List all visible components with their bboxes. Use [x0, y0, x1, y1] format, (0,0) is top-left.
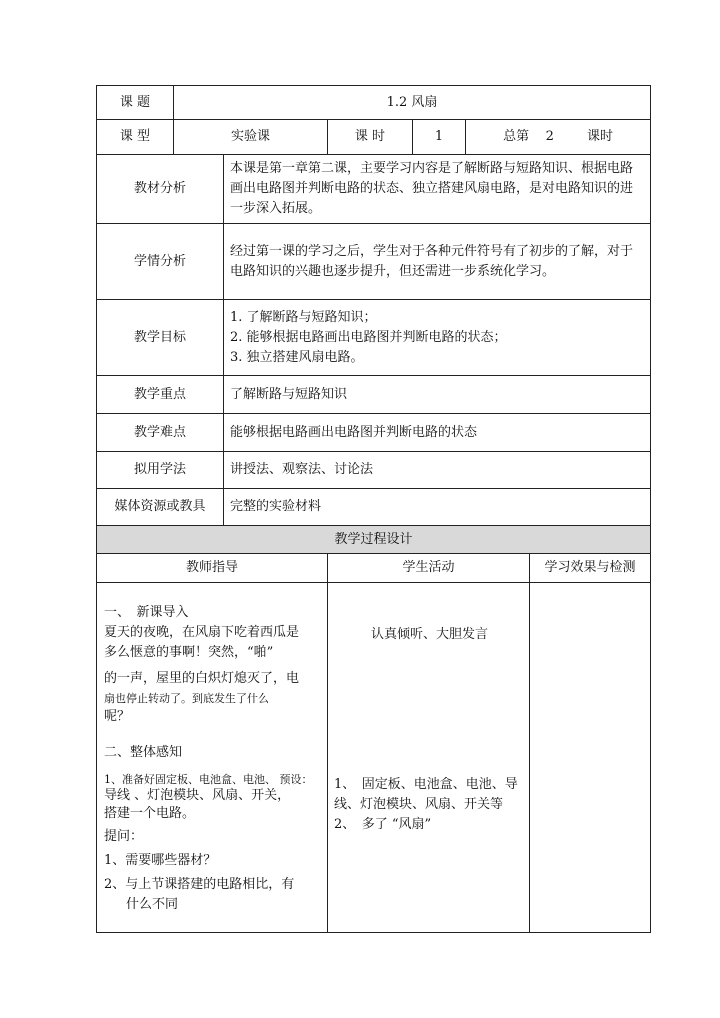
goal-item: 3. 独立搭建风扇电路。 [230, 349, 364, 365]
intro-line: 多么惬意的事啊！突然，“啪” [104, 645, 274, 660]
title-label: 课 题 [97, 86, 174, 120]
key-point-label: 教学重点 [97, 376, 224, 414]
goal-item: 2. 能够根据电路画出电路图并判断电路的状态； [230, 329, 507, 345]
key-point-text: 了解断路与短路知识 [224, 376, 651, 414]
material-analysis-label: 教材分析 [97, 155, 224, 224]
row-process-columns [97, 554, 651, 583]
intro-line: 的一声，屋里的白炽灯熄灭了，电 [104, 671, 300, 686]
intro-line: 扇也停止转动了。到底发生了什么 [104, 692, 269, 705]
student-activity-line: 1、 固定板、电池盒、电池、导 [334, 777, 518, 792]
overview-line: 搭建一个电路。 [104, 806, 196, 821]
question-item: 1、需要哪些器材？ [104, 853, 217, 868]
section-overview-title: 二、整体感知 [104, 745, 183, 760]
difficulty-text: 能够根据电路画出电路图并判断电路的状态 [224, 414, 651, 452]
row-process-header [97, 526, 651, 554]
intro-line: 夏天的夜晚，在风扇下吃着西瓜是 [104, 625, 300, 640]
hours-value: 1 [413, 120, 466, 155]
type-value: 实验课 [174, 120, 328, 155]
row-student-analysis [97, 224, 651, 300]
row-process-body [97, 583, 651, 933]
total-suffix: 课时 [586, 129, 613, 144]
total-prefix: 总第 [503, 129, 530, 144]
media-text: 完整的实验材料 [224, 489, 651, 526]
row-key-point [97, 376, 651, 414]
total-hours [466, 120, 651, 155]
student-activity-line: 线、灯泡模块、风扇、开关等 [334, 797, 504, 812]
row-material-analysis [97, 155, 651, 224]
row-title [97, 86, 651, 120]
student-activity [328, 583, 530, 933]
material-analysis-text: 本课是第一章第二课，主要学习内容是了解断路与短路知识、根据电路画出电路图并判断电路的状态、独立搭建风扇电路，是对电路知识的进一步深入拓展。 [224, 155, 651, 224]
lesson-plan-sheet [96, 85, 650, 933]
ask-label: 提问： [104, 829, 144, 844]
student-analysis-text: 经过第一课的学习之后，学生对于各种元件符号有了初步的了解，对于电路知识的兴趣也逐步提升，但还需进一步系统化学习。 [224, 224, 651, 300]
method-text: 讲授法、观察法、讨论法 [224, 452, 651, 489]
col-teacher: 教师指导 [97, 554, 328, 583]
row-goals [97, 300, 651, 376]
row-media [97, 489, 651, 526]
difficulty-label: 教学难点 [97, 414, 224, 452]
hours-label: 课 时 [328, 120, 413, 155]
intro-line: 呢？ [104, 709, 131, 724]
lesson-plan-table [96, 85, 651, 933]
question-item-cont: 什么不同 [126, 897, 179, 912]
row-type [97, 120, 651, 155]
learning-effect [530, 583, 651, 933]
process-header: 教学过程设计 [97, 526, 651, 554]
goals-list [224, 300, 651, 376]
method-label: 拟用学法 [97, 452, 224, 489]
overview-line: 1、准备好固定板、电池盒、电池、 预设： [104, 773, 313, 786]
col-effect: 学习效果与检测 [530, 554, 651, 583]
row-difficulty [97, 414, 651, 452]
question-item: 2、与上节课搭建的电路相比，有 [104, 877, 295, 892]
title-value: 1.2 风扇 [174, 86, 651, 120]
col-student: 学生活动 [328, 554, 530, 583]
student-activity-line: 2、 多了 “风扇” [334, 817, 432, 832]
goal-item: 1. 了解断路与短路知识； [230, 309, 377, 325]
media-label: 媒体资源或教具 [97, 489, 224, 526]
row-method [97, 452, 651, 489]
type-label: 课 型 [97, 120, 174, 155]
student-activity-1: 认真倾听、大胆发言 [370, 627, 488, 642]
section-intro-title: 一、 新课导入 [104, 605, 189, 620]
teacher-guidance [97, 583, 328, 933]
total-value: 2 [545, 129, 554, 144]
goals-label: 教学目标 [97, 300, 224, 376]
student-analysis-label: 学情分析 [97, 224, 224, 300]
overview-line: 导线 、灯泡模块、风扇、开关， [104, 788, 291, 803]
